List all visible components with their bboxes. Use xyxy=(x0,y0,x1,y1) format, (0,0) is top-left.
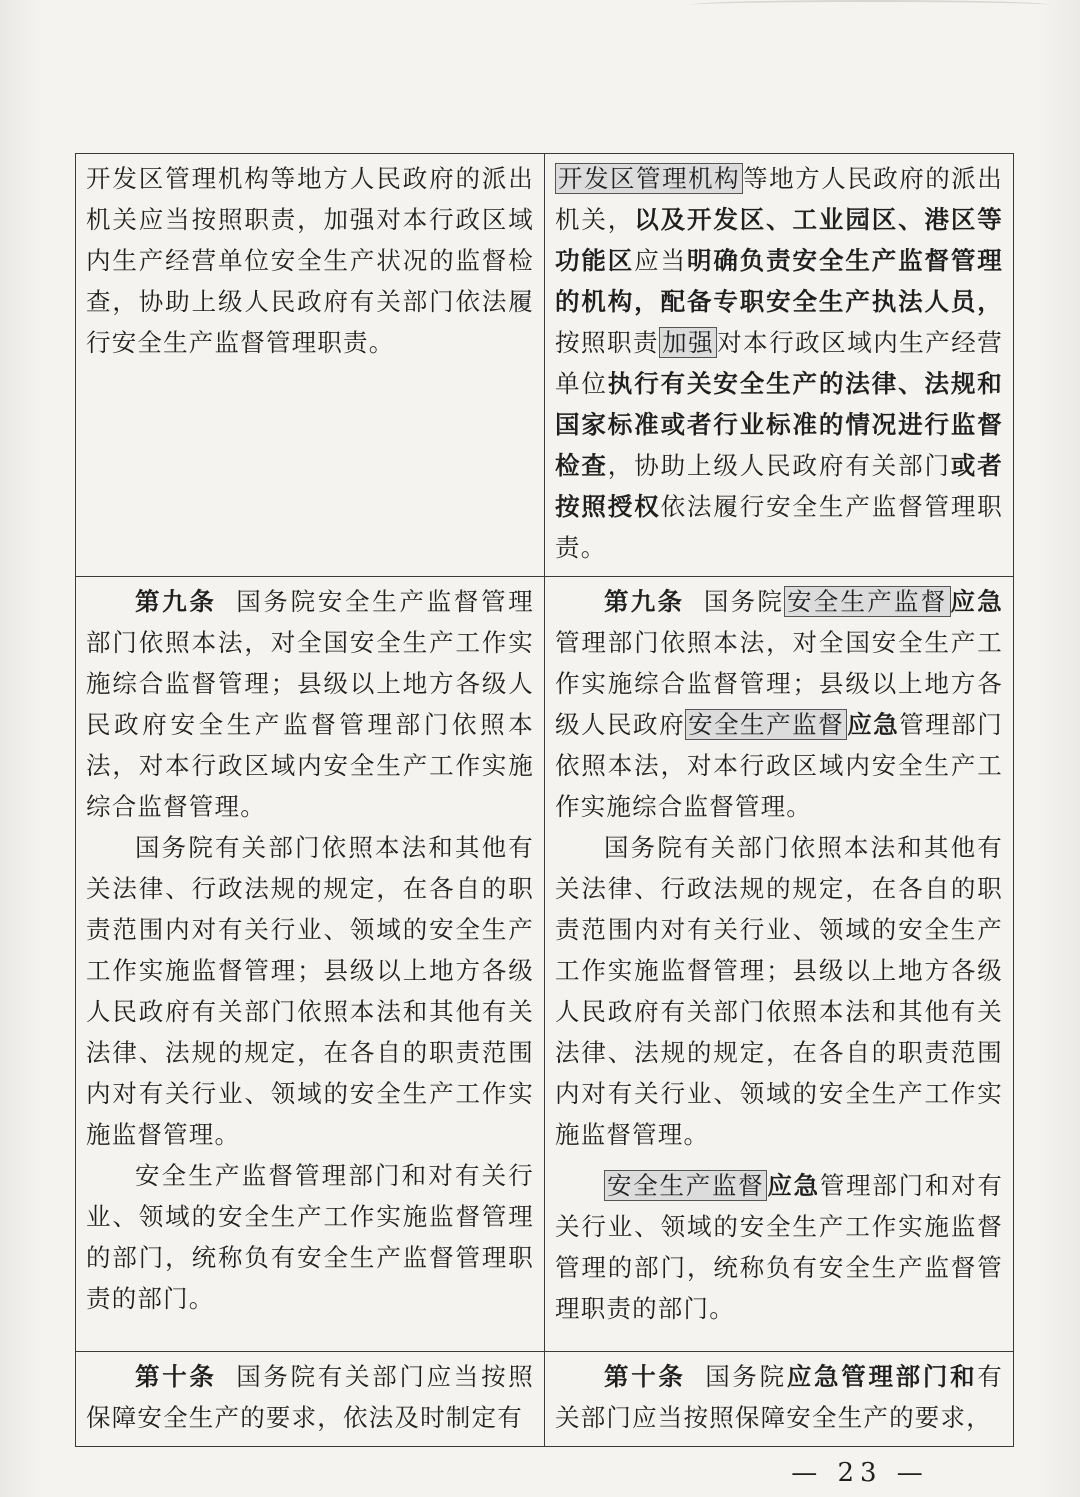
text-segment: 管理部门和对有关行业、领域的安全生产工作实施监督管理的部门，统称负有安全生产监督管理职责的部门。 xyxy=(555,1171,1004,1323)
paragraph xyxy=(555,1356,1003,1438)
paragraph xyxy=(555,1165,1003,1329)
article-number: 第十条 xyxy=(135,1362,217,1391)
text-segment: 按照职责 xyxy=(555,328,660,357)
bold-addition: 以及开发区、工业园区、港区等功能区 xyxy=(555,205,1003,275)
scan-edge-mark xyxy=(690,0,1050,10)
text-segment: 依法履行安全生产监督管理职责。 xyxy=(555,492,1003,562)
text-segment: 国务院 xyxy=(703,587,785,616)
text-segment: 等地方人民政府的派出机关， xyxy=(555,164,1004,234)
new-text-cell xyxy=(545,1352,1014,1447)
article-number: 第九条 xyxy=(604,587,685,616)
text-segment: 有关部门应当按照保障安全生产的要求， xyxy=(555,1362,1003,1432)
highlighted-deletion: 加强 xyxy=(659,327,717,358)
highlighted-deletion: 开发区管理机构 xyxy=(555,163,743,194)
paragraph xyxy=(86,581,534,827)
table-row xyxy=(76,1352,1014,1447)
old-text-cell xyxy=(76,1352,545,1447)
new-text-cell xyxy=(545,154,1014,577)
highlighted-deletion: 安全生产监督 xyxy=(784,586,950,617)
paragraph-text: 国务院有关部门应当按照保障安全生产的要求，依法及时制定有 xyxy=(86,1362,534,1432)
text-segment: ，协助上级人民政府有关部门 xyxy=(607,451,951,480)
paragraph xyxy=(555,158,1003,568)
article-number: 第九条 xyxy=(135,587,217,616)
bold-addition: 应急 xyxy=(950,587,1003,616)
page-number: — 23 — xyxy=(791,1458,929,1488)
text-segment: 国务院 xyxy=(705,1362,787,1391)
old-text-cell xyxy=(76,154,545,577)
paragraph xyxy=(555,581,1003,827)
highlighted-deletion: 安全生产监督 xyxy=(685,709,847,740)
paragraph: 国务院有关部门依照本法和其他有关法律、行政法规的规定，在各自的职责范围内对有关行业、领域的安全生产工作实施监督管理；县级以上地方各级人民政府有关部门依照本法和其他有关法律、法规的规定，在各自的职责范围内对有关行业、领域的安全生产工作实施监督管理。 xyxy=(86,833,534,1149)
text-segment: 对本行政区域内生产经营单位 xyxy=(555,328,1003,398)
bold-addition: 应急 xyxy=(847,710,900,739)
bold-addition: 执行有关安全生产的法律、法规和国家标准或者行业标准的情况进行监督检查 xyxy=(555,369,1004,480)
paragraph: 安全生产监督管理部门和对有关行业、领域的安全生产工作实施监督管理的部门，统称负有安全生产监督管理职责的部门。 xyxy=(86,1161,534,1313)
paragraph-text xyxy=(555,586,1003,821)
paragraph: 开发区管理机构等地方人民政府的派出机关应当按照职责，加强对本行政区域内生产经营单位安全生产状况的监督检查，协助上级人民政府有关部门依法履行安全生产监督管理职责。 xyxy=(86,164,534,357)
text-segment: 管理部门依照本法，对本行政区域内安全生产工作实施综合监督管理。 xyxy=(555,710,1004,821)
old-text-cell xyxy=(76,577,545,1352)
bold-addition: 应急 xyxy=(767,1171,820,1200)
bold-addition: 应急管理部门和 xyxy=(786,1362,978,1391)
bold-addition: 明确负责安全生产监督管理的机构，配备专职安全生产执法人员， xyxy=(555,246,1003,316)
paragraph-text: 国务院安全生产监督管理部门依照本法，对全国安全生产工作实施综合监督管理；县级以上地方各级人民政府安全生产监督管理部门依照本法，对本行政区域内安全生产工作实施综合监督管理。 xyxy=(86,587,534,821)
paragraph xyxy=(86,1356,534,1438)
text-segment: 应当 xyxy=(634,246,687,275)
paragraph: 国务院有关部门依照本法和其他有关法律、行政法规的规定，在各自的职责范围内对有关行业、领域的安全生产工作实施监督管理；县级以上地方各级人民政府有关部门依照本法和其他有关法律、法规的规定，在各自的职责范围内对有关行业、领域的安全生产工作实施监督管理。 xyxy=(555,833,1003,1149)
table-row xyxy=(76,577,1014,1352)
text-segment: 管理部门依照本法，对全国安全生产工作实施综合监督管理；县级以上地方各级人民政府 xyxy=(555,628,1003,739)
new-text-cell xyxy=(545,577,1014,1352)
article-number: 第十条 xyxy=(604,1362,686,1391)
bold-addition: 或者按照授权 xyxy=(555,451,1003,521)
highlighted-deletion: 安全生产监督 xyxy=(604,1170,767,1201)
table-row xyxy=(76,154,1014,577)
comparison-table xyxy=(75,153,1014,1447)
